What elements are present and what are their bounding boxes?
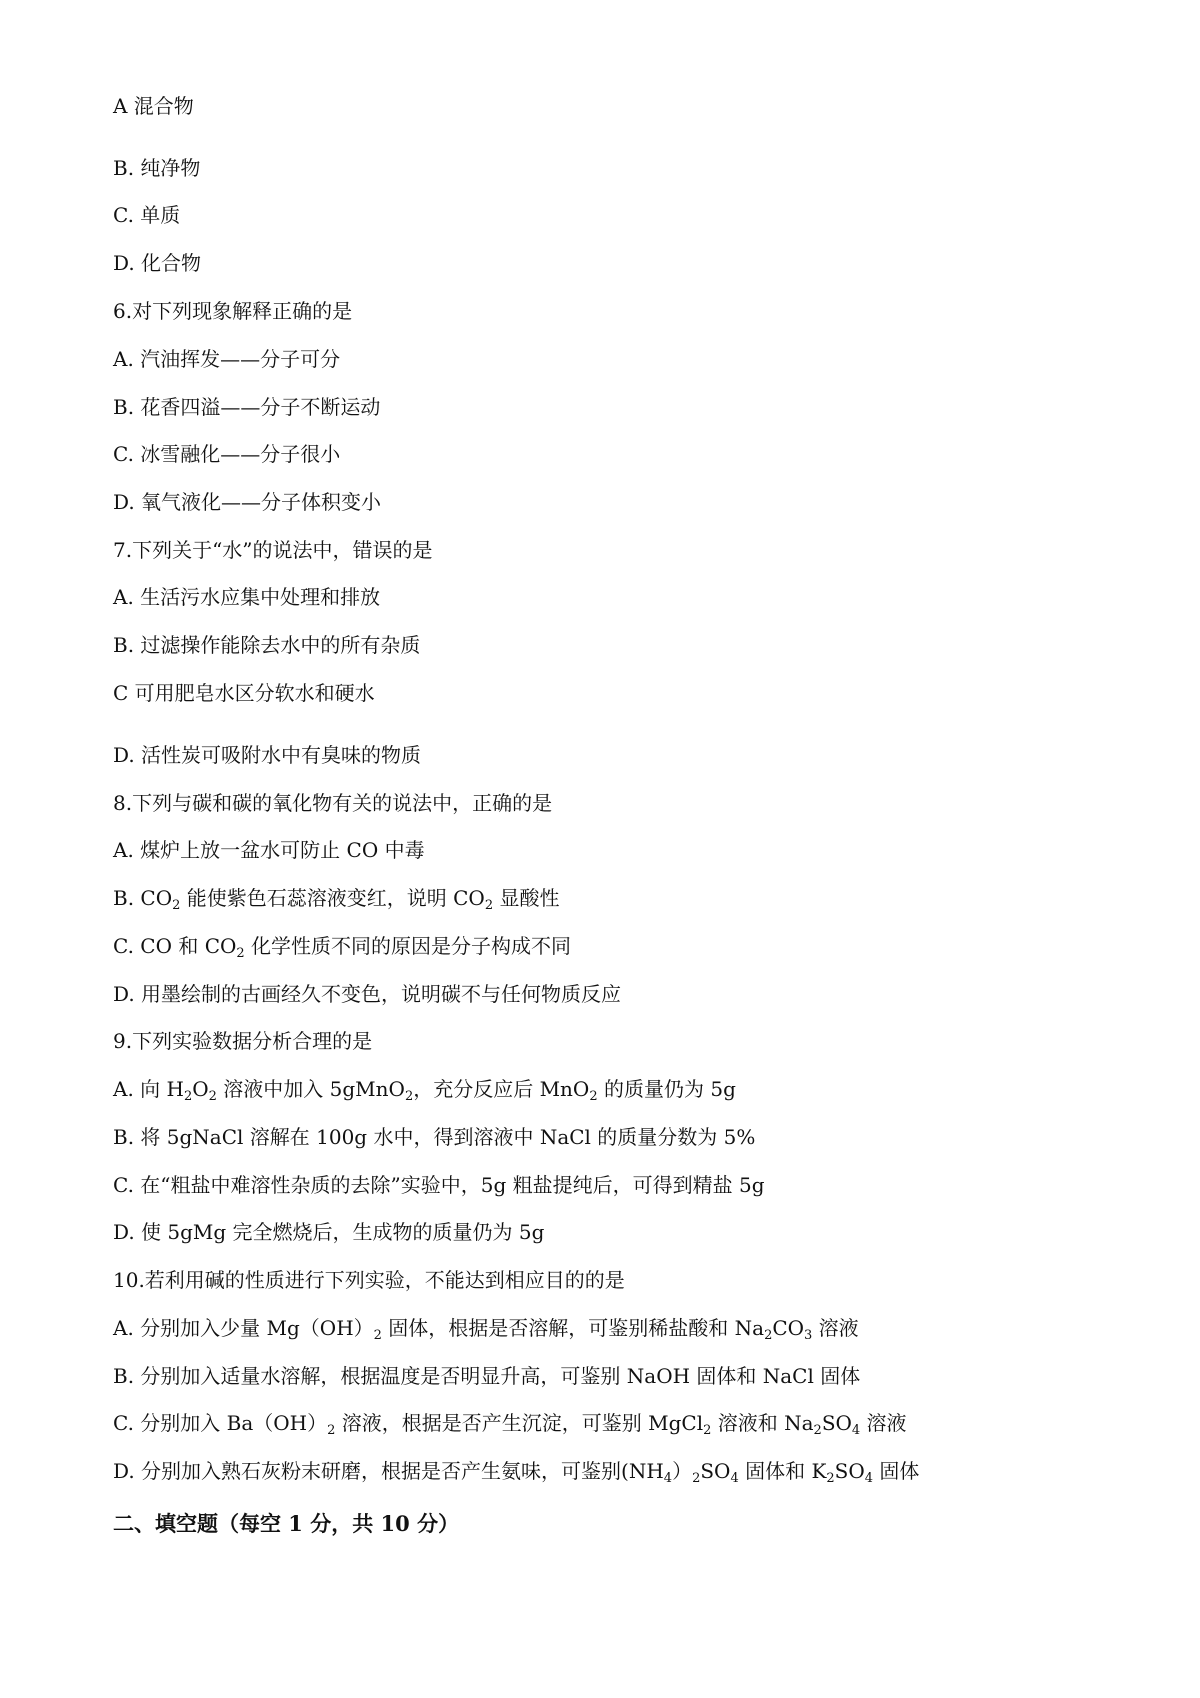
text-line: A. 分别加入少量 $Mg(OH)_2$ 固体，根据是否溶解，可鉴别稀盐酸和 $Na_2CO_3$ 溶液 (113, 1316, 859, 1343)
text-line: D. 分别加入熟石灰粉末研磨，根据是否产生氨味，可鉴别$(NH_4)_2SO_4$ 固体和 $K_2SO_4$ 固体 (113, 1459, 920, 1486)
text-line: A. 生活污水应集中处理和排放 (113, 585, 381, 609)
text-line: A 混合物 (113, 94, 194, 118)
text-line: D. 氧气液化——分子体积变小 (113, 490, 382, 514)
text-line: B. 花香四溢——分子不断运动 (113, 395, 381, 419)
text-line: C. 单质 (113, 203, 181, 227)
text-line: B. 分别加入适量水溶解，根据温度是否明显升高，可鉴别 NaOH 固体和 NaCl 固体 (113, 1364, 861, 1388)
text-line: C. 分别加入 $Ba(OH)_2$ 溶液，根据是否产生沉淀，可鉴别 MgCl$_2$ 溶液和 $Na_2SO_4$ 溶液 (113, 1411, 907, 1438)
text-line: 10.若利用碱的性质进行下列实验，不能达到相应目的的是 (113, 1268, 625, 1292)
text-line: B. 将 5gNaCl 溶解在 100g 水中，得到溶液中 NaCl 的质量分数为 5% (113, 1125, 756, 1149)
text-line: D. 用墨绘制的古画经久不变色，说明碳不与任何物质反应 (113, 982, 622, 1006)
text-line: A. 煤炉上放一盆水可防止 CO 中毒 (113, 838, 425, 862)
text-line: C 可用肥皂水区分软水和硬水 (113, 681, 375, 705)
text-line: C. 在“粗盐中难溶性杂质的去除”实验中，5g 粗盐提纯后，可得到精盐 5g (113, 1173, 765, 1197)
section-heading: 二、填空题（每空 1 分，共 10 分） (113, 1511, 460, 1536)
text-line: C. 冰雪融化——分子很小 (113, 442, 341, 466)
text-line: D. 使 5gMg 完全燃烧后，生成物的质量仍为 5g (113, 1220, 545, 1244)
text-line: A. 向 $H_2O_2$ 溶液中加入 5gMnO$_2$，充分反应后 MnO$_2$ 的质量仍为 5g (113, 1077, 736, 1104)
text-line: B. 纯净物 (113, 156, 201, 180)
text-line: 6.对下列现象解释正确的是 (113, 299, 353, 323)
text-line: 9.下列实验数据分析合理的是 (113, 1029, 373, 1053)
text-line: A. 汽油挥发——分子可分 (113, 347, 341, 371)
text-line: B. 过滤操作能除去水中的所有杂质 (113, 633, 421, 657)
text-line: 7.下列关于“水”的说法中，错误的是 (113, 538, 433, 562)
text-line: D. 化合物 (113, 251, 202, 275)
text-line: D. 活性炭可吸附水中有臭味的物质 (113, 743, 422, 767)
text-line: B. $CO_2$ 能使紫色石蕊溶液变红，说明 $CO_2$ 显酸性 (113, 886, 560, 913)
text-line: 8.下列与碳和碳的氧化物有关的说法中，正确的是 (113, 791, 553, 815)
text-line: C. CO 和 $CO_2$ 化学性质不同的原因是分子构成不同 (113, 934, 572, 961)
